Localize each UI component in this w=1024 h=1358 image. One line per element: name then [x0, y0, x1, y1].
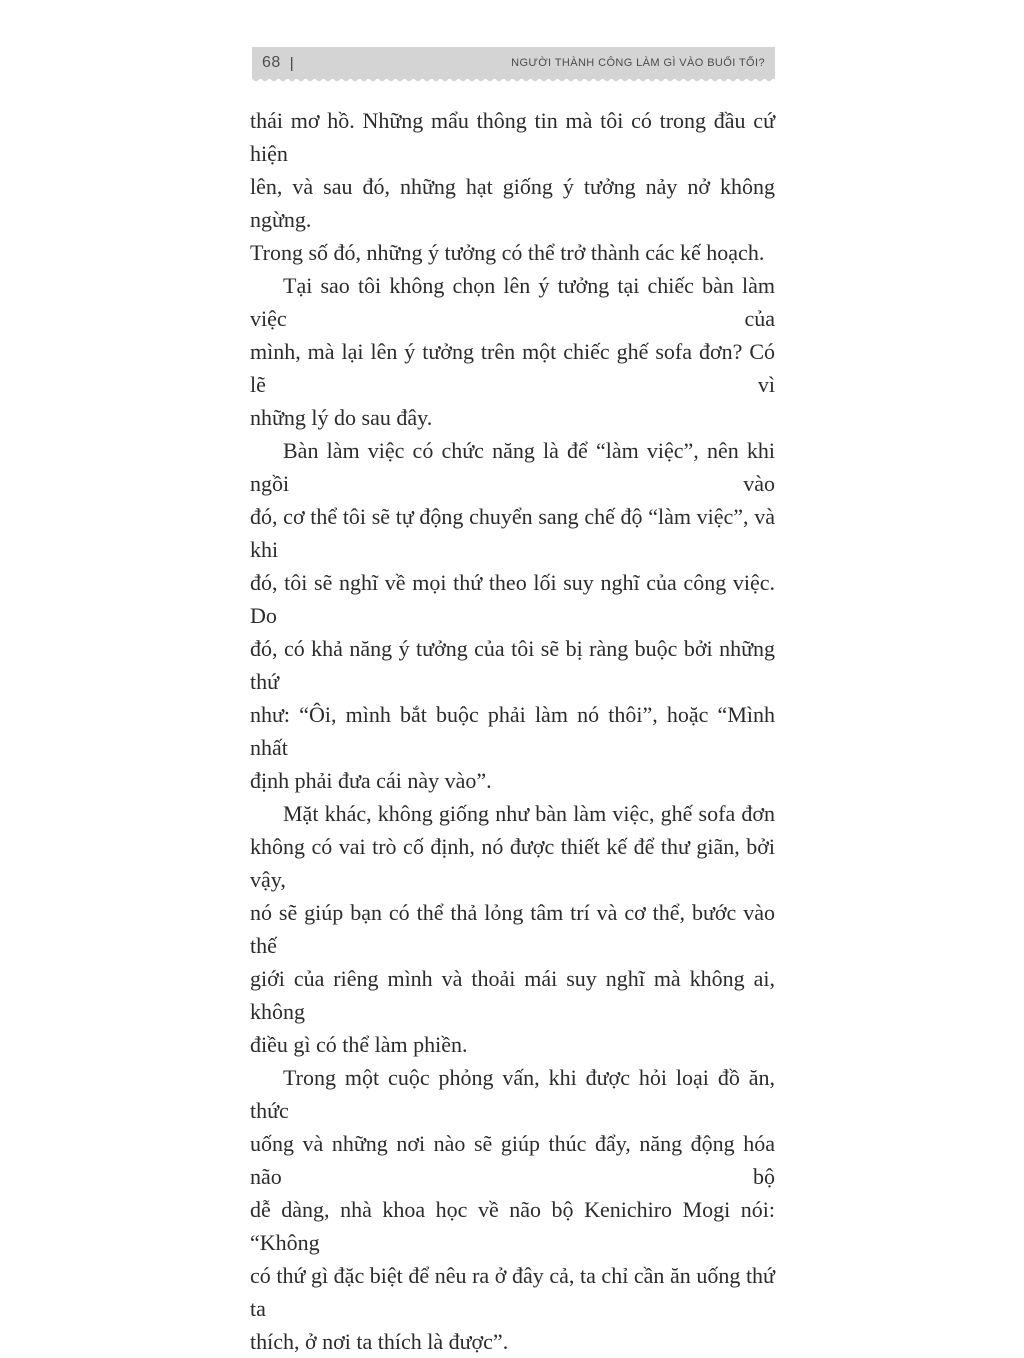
body-text — [250, 104, 775, 1358]
text-line: mình, mà lại lên ý tưởng trên một chiếc ghế sofa đơn? Có lẽ vì — [250, 339, 775, 397]
text-line: dễ dàng, nhà khoa học về não bộ Kenichiro Mogi nói: “Không — [250, 1197, 775, 1255]
header-scalloped-edge — [252, 79, 775, 84]
text-line: định phải đưa cái này vào”. — [250, 768, 492, 793]
text-line: đó, tôi sẽ nghĩ về mọi thứ theo lối suy nghĩ của công việc. Do — [250, 570, 775, 628]
text-line: thích, ở nơi ta thích là được”. — [250, 1329, 509, 1354]
header-separator: | — [289, 54, 294, 72]
page-number: 68 — [262, 54, 281, 71]
paragraph — [250, 269, 775, 434]
text-line: những lý do sau đây. — [250, 405, 433, 430]
text-line: đó, có khả năng ý tưởng của tôi sẽ bị ràng buộc bởi những thứ — [250, 636, 775, 694]
page-number-group — [262, 54, 294, 72]
text-line: điều gì có thể làm phiền. — [250, 1032, 468, 1057]
text-line: Trong một cuộc phỏng vấn, khi được hỏi loại đồ ăn, thức — [250, 1065, 775, 1123]
paragraph — [250, 104, 775, 269]
text-line: Trong số đó, những ý tưởng có thể trở thành các kế hoạch. — [250, 240, 765, 265]
paragraph — [250, 1061, 775, 1358]
page-header — [252, 47, 775, 79]
text-line: Mặt khác, không giống như bàn làm việc, ghế sofa đơn — [283, 801, 775, 826]
paragraph — [250, 434, 775, 797]
text-line: có thứ gì đặc biệt để nêu ra ở đây cả, ta chỉ cần ăn uống thứ ta — [250, 1263, 775, 1321]
text-line: đó, cơ thể tôi sẽ tự động chuyển sang chế độ “làm việc”, và khi — [250, 504, 775, 562]
text-line: nó sẽ giúp bạn có thể thả lỏng tâm trí và cơ thể, bước vào thế — [250, 900, 775, 958]
paragraph — [250, 797, 775, 1061]
running-title: NGƯỜI THÀNH CÔNG LÀM GÌ VÀO BUỔI TỐI? — [511, 57, 765, 69]
text-line: Bàn làm việc có chức năng là để “làm việc”, nên khi ngồi vào — [250, 438, 775, 496]
text-line: uống và những nơi nào sẽ giúp thúc đẩy, năng động hóa não bộ — [250, 1131, 775, 1189]
text-line: như: “Ôi, mình bắt buộc phải làm nó thôi”, hoặc “Mình nhất — [250, 702, 775, 760]
text-line: Tại sao tôi không chọn lên ý tưởng tại chiếc bàn làm việc của — [250, 273, 775, 331]
text-line: không có vai trò cố định, nó được thiết kế để thư giãn, bởi vậy, — [250, 834, 775, 892]
text-line: thái mơ hồ. Những mẩu thông tin mà tôi có trong đầu cứ hiện — [250, 108, 775, 166]
text-line: lên, và sau đó, những hạt giống ý tưởng nảy nở không ngừng. — [250, 174, 775, 232]
text-line: giới của riêng mình và thoải mái suy nghĩ mà không ai, không — [250, 966, 775, 1024]
